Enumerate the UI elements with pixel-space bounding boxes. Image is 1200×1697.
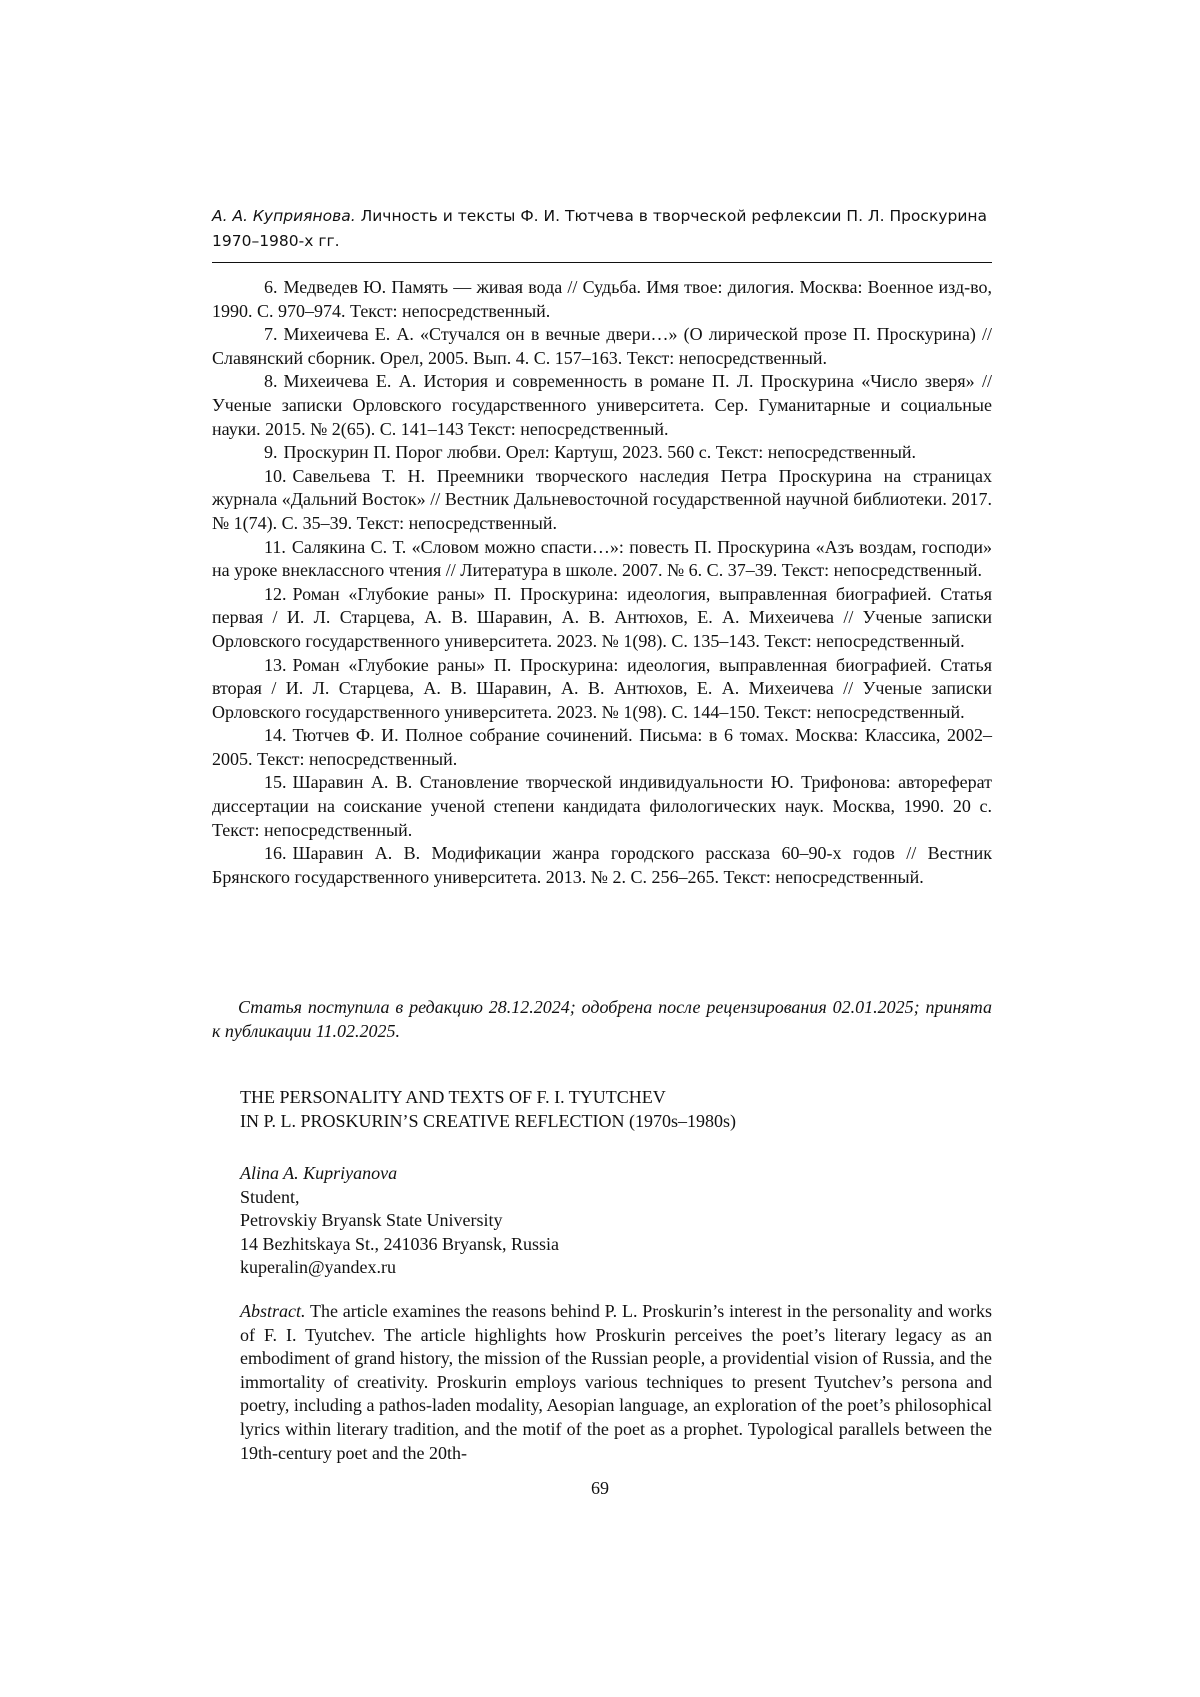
reference-list xyxy=(212,276,992,889)
reference-text: Савельева Т. Н. Преемники творческого наследия Петра Проскурина на страницах журнала «Дальний Восток» // Вестник Дальневосточной государственной научной библиотеки. 2017. № 1(74). С. 35–39. Текст: непосредственный. xyxy=(212,465,992,533)
page-number: 69 xyxy=(591,1478,609,1498)
reference-number: 12. xyxy=(264,583,287,604)
reference-item xyxy=(212,583,992,654)
reference-number: 10. xyxy=(264,465,287,486)
reference-item xyxy=(212,724,992,771)
header-divider xyxy=(212,262,992,263)
english-title-line-1: THE PERSONALITY AND TEXTS OF F. I. TYUTCHEV xyxy=(240,1087,666,1107)
reference-item xyxy=(212,441,992,465)
reference-number: 11. xyxy=(264,536,286,557)
abstract-label: Abstract. xyxy=(240,1301,306,1321)
reference-text: Шаравин А. В. Становление творческой индивидуальности Ю. Трифонова: автореферат диссертации на соискание ученой степени кандидата филологических наук. Москва, 1990. 20 с. Текст: непосредственный. xyxy=(212,772,992,840)
reference-text: Салякина С. Т. «Словом можно спасти…»: повесть П. Проскурина «Азъ воздам, господи» на уроке внеклассного чтения // Литература в школе. 2007. № 6. С. 37–39. Текст: непосредственный. xyxy=(212,536,992,581)
reference-item xyxy=(212,323,992,370)
abstract xyxy=(240,1300,992,1465)
reference-number: 16. xyxy=(264,843,287,864)
reference-text: Михеичева Е. А. «Стучался он в вечные двери…» (О лирической прозе П. Проскурина) // Славянский сборник. Орел, 2005. Вып. 4. С. 157–163. Текст: непосредственный. xyxy=(212,324,992,368)
reference-text: Роман «Глубокие раны» П. Проскурина: идеология, выправленная биографией. Статья первая / И. Л. Старцева, А. В. Шаравин, А. В. Антюхов, Е. А. Михеичева // Ученые записки Орловского государственного университета. 2023. № 1(98). С. 135–143. Текст: непосредственный. xyxy=(212,583,992,651)
reference-number: 15. xyxy=(264,772,287,793)
reference-item xyxy=(212,536,992,583)
reference-number: 6. xyxy=(264,277,278,297)
reference-number: 13. xyxy=(264,654,287,675)
reference-text: Медведев Ю. Память — живая вода // Судьба. Имя твое: дилогия. Москва: Военное изд-во, 1990. С. 970–974. Текст: непосредственный. xyxy=(212,277,992,321)
abstract-text: The article examines the reasons behind P. L. Proskurin’s interest in the personality and works of F. I. Tyutchev. The article highlights how Proskurin perceives the poet’s literary legacy as an embodiment of grand history, the mission of the Russian people, a providential vision of Russia, and the immortality of creativity. Proskurin employs various techniques to present Tyutchev’s persona and poetry, including a pathos-laden modality, Aesopian language, an exploration of the poet’s philosophical lyrics within literary tradition, and the motif of the poet as a prophet. Typological parallels between the 19th-century poet and the 20th- xyxy=(240,1301,992,1463)
english-title-line-2: IN P. L. PROSKURIN’S CREATIVE REFLECTION (1970s–1980s) xyxy=(240,1110,737,1131)
reference-item xyxy=(212,276,992,323)
reference-item xyxy=(212,842,992,889)
reference-text: Тютчев Ф. И. Полное собрание сочинений. Письма: в 6 томах. Москва: Классика, 2002–2005. Текст: непосредственный. xyxy=(212,725,992,769)
header-title: Личность и тексты Ф. И. Тютчева в творческой рефлексии П. Л. Проскурина 1970–1980-х гг. xyxy=(212,207,988,250)
english-title xyxy=(240,1086,1000,1133)
reference-text: Роман «Глубокие раны» П. Проскурина: идеология, выправленная биографией. Статья вторая / И. Л. Старцева, А. В. Шаравин, А. В. Антюхов, Е. А. Михеичева // Ученые записки Орловского государственного университета. 2023. № 1(98). С. 144–150. Текст: непосредственный. xyxy=(212,654,992,722)
author-address: 14 Bezhitskaya St., 241036 Bryansk, Russia xyxy=(240,1233,559,1254)
author-name: Alina A. Kupriyanova xyxy=(240,1163,398,1183)
reference-number: 9. xyxy=(264,442,278,463)
reference-item xyxy=(212,370,992,441)
reference-text: Проскурин П. Порог любви. Орел: Картуш, 2023. 560 с. Текст: непосредственный. xyxy=(283,442,917,463)
header-author: А. А. Куприянова. xyxy=(212,207,356,225)
reference-number: 8. xyxy=(264,371,278,392)
author-affiliation: Petrovskiy Bryansk State University xyxy=(240,1210,503,1230)
reference-item xyxy=(212,654,992,725)
reference-number: 7. xyxy=(264,324,278,345)
reference-item xyxy=(212,771,992,842)
author-position: Student, xyxy=(240,1186,300,1207)
reference-item xyxy=(212,465,992,536)
reference-number: 14. xyxy=(264,725,287,746)
running-header xyxy=(212,204,992,254)
submission-dates-note: Статья поступила в редакцию 28.12.2024; одобрена после рецензирования 02.01.2025; принята к публикации 11.02.2025. xyxy=(212,997,992,1041)
reference-text: Шаравин А. В. Модификации жанра городского рассказа 60–90-х годов // Вестник Брянского государственного университета. 2013. № 2. С. 256–265. Текст: непосредственный. xyxy=(212,843,992,887)
author-block xyxy=(240,1162,1000,1280)
reference-text: Михеичева Е. А. История и современность в романе П. Л. Проскурина «Число зверя» // Ученые записки Орловского государственного университета. Сер. Гуманитарные и социальные науки. 2015. № 2(65). С. 141–143 Текст: непосредственный. xyxy=(212,371,992,439)
author-email: kuperalin@yandex.ru xyxy=(240,1257,397,1277)
